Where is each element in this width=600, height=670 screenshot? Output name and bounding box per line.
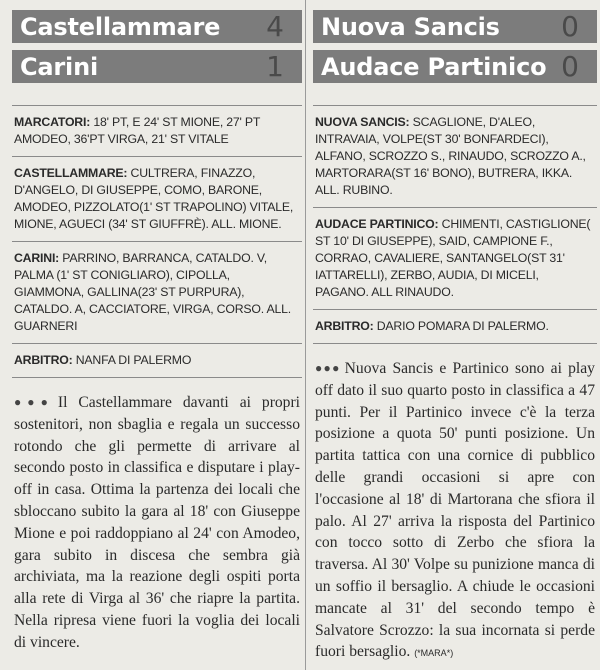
referee-text: DARIO POMARA DI PALERMO.: [376, 319, 549, 333]
author-byline: (*MARA*): [414, 648, 454, 659]
away-lineup-block: [313, 216, 597, 301]
article-text: Nuova Sancis e Partinico sono ai play off dato il suo quarto posto in classifica a 47 punti. Per il Partinico invece c'è la terza posizione a quota 50' punti posizione. Un partita tattica con una cornice di pubblico delle grandi occasioni si apre con l'occasione al 18' di Martorana che sfiora il palo. Al 27' arriva la risposta del Partinico con tocco sotto di Zerbo che sfiora la traversa. Al 30' Volpe su punizione manca di un soffio il bersaglio. A chiude le occasioni mancate al 31' del secondo tempo è Salvatore Scrozzo: la sua incornata si perde fuori bersaglio.: [315, 360, 595, 661]
home-lineup-label: CASTELLAMMARE:: [14, 166, 128, 180]
home-lineup-block: [313, 114, 597, 199]
score-row-away: [313, 50, 597, 83]
referee-label: ARBITRO:: [14, 353, 73, 367]
score-row-away: [12, 50, 302, 83]
referee-text: NANFA DI PALERMO: [75, 353, 192, 367]
separator: [12, 241, 302, 242]
team-score: 1: [266, 50, 284, 83]
article-text: Il Castellammare davanti ai propri sostenitori, non sbaglia e regala un successo rotondo che gli permette di arrivare al secondo posto in classifica e disputare i play-off in casa. Ottima la partenza dei locali che sbloccano subito la gara al 18' con Giuseppe Mione e poi raddoppiano al 24' con Amodeo, gara subito in discesa che sembra già archiviata, ma la reazione degli ospiti porta alla rete di Virga al 36' che riapre la partita. Nella ripresa viene fuori la voglia dei locali di vincere.: [14, 394, 301, 651]
referee-block: [12, 352, 302, 369]
article-bullet-dots: ●●●: [315, 361, 341, 375]
away-lineup-text: PARRINO, BARRANCA, CATALDO. V, PALMA (1' ST CONIGLIARO), CIPOLLA, GIAMMONA, GALLINA(23' ST PURPURA), CATALDO. A, CACCIATORE, VIRGA, CORSO. ALL. GUARNERI: [14, 251, 292, 333]
score-row-home: [12, 10, 302, 43]
home-lineup-text: CULTRERA, FINAZZO, D'ANGELO, DI GIUSEPPE, COMO, BARONE, AMODEO, PIZZOLATO(1' ST TRAPOLINO) VITALE, MIONE, AGUECI (34' ST GIUFFRÈ). ALL. MIONE.: [14, 166, 294, 231]
team-score: 0: [561, 50, 579, 83]
team-name: Castellammare: [20, 12, 221, 41]
column-divider: [305, 0, 306, 670]
referee-label: ARBITRO:: [315, 319, 374, 333]
team-name: Carini: [20, 52, 98, 81]
away-lineup-block: [12, 250, 302, 335]
separator: [313, 309, 597, 310]
separator: [313, 343, 597, 344]
separator: [12, 377, 302, 378]
separator: [313, 105, 597, 106]
scorers-block: [12, 114, 302, 148]
team-score: 0: [561, 10, 579, 43]
team-name: Nuova Sancis: [321, 12, 500, 41]
away-lineup-label: AUDACE PARTINICO:: [315, 217, 439, 231]
team-name: Audace Partinico: [321, 52, 547, 81]
article-bullet-dots: ●●●: [14, 395, 54, 409]
team-score: 4: [266, 10, 284, 43]
match-article: [12, 392, 302, 654]
separator: [12, 156, 302, 157]
home-lineup-label: NUOVA SANCIS:: [315, 115, 410, 129]
scorers-text: 18' PT, E 24' ST MIONE, 27' PT AMODEO, 36'PT VIRGA, 21' ST VITALE: [14, 115, 260, 146]
match-article: [313, 358, 597, 665]
score-row-home: [313, 10, 597, 43]
away-lineup-text: CHIMENTI, CASTIGLIONE( ST 10' DI GIUSEPPE), SAID, CAMPIONE F., CORRAO, CAVALIERE, SANTANGELO(ST 31' IATTARELLI), ZERBO, AUDIA, DI MICELI, PAGANO. ALL RINAUDO.: [315, 217, 591, 299]
separator: [12, 105, 302, 106]
referee-block: [313, 318, 597, 335]
separator: [12, 343, 302, 344]
home-lineup-block: [12, 165, 302, 233]
away-lineup-label: CARINI:: [14, 251, 60, 265]
right-column: [313, 0, 597, 665]
home-lineup-text: SCAGLIONE, D'ALEO, INTRAVAIA, VOLPE(ST 30' BONFARDECI), ALFANO, SCROZZO S., RINAUDO, SCROZZO A., MARTORARA(ST 16' BONO), BUTRERA, IKKA. ALL. RUBINO.: [315, 115, 586, 197]
scorers-label: MARCATORI:: [14, 115, 91, 129]
separator: [313, 207, 597, 208]
left-column: [12, 0, 302, 654]
